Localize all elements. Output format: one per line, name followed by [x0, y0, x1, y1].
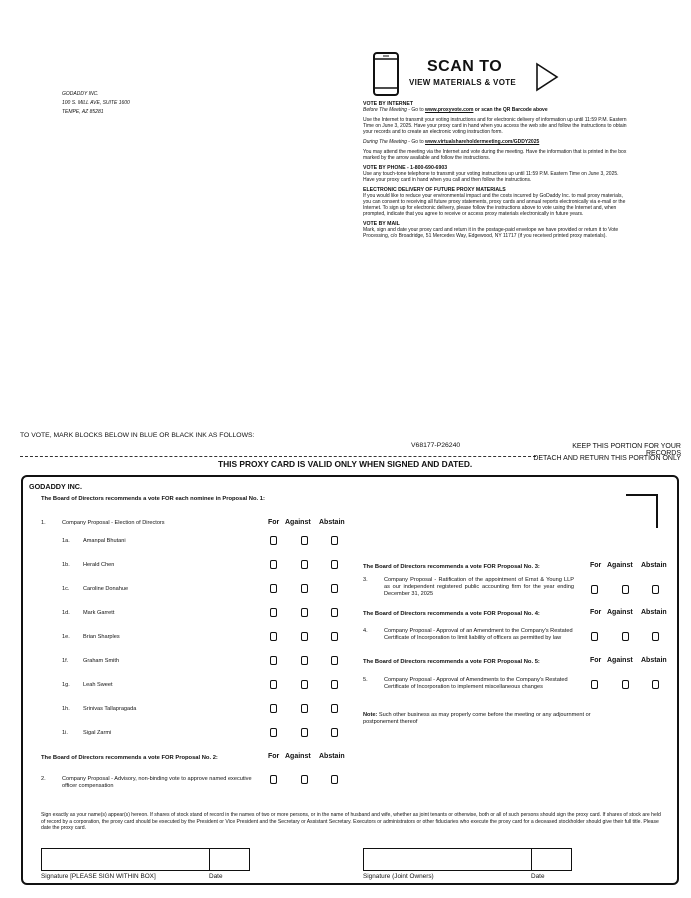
nominee-abstain-checkbox[interactable]	[331, 608, 338, 617]
mail-heading: VOTE BY MAIL	[363, 221, 400, 227]
during-text: - Go to	[406, 139, 425, 145]
col-against-1: Against	[285, 519, 311, 526]
board-recommendation-2: The Board of Directors recommends a vote FOR Proposal No. 2:	[41, 755, 218, 761]
proposal-2-text: Company Proposal - Advisory, non-binding vote to approve named executive officer compensation	[62, 776, 252, 789]
before-tail: or scan the QR Barcode above	[473, 107, 548, 113]
electronic-text: If you would like to reduce your environmental impact and the costs incurred by GoDaddy Inc. to mail proxy materials, you can consent to receiving all future proxy statements, proxy cards and annual reports electronically via e-mail or the Internet. To sign up for electronic delivery, please follow the instructions above to vote using the Internet and, when prompted, indicate that you agree to receive or access proxy materials electronically in future years.	[363, 193, 626, 217]
before-text: - Go to	[406, 107, 425, 113]
joint-signature-label: Signature (Joint Owners)	[363, 873, 434, 880]
proposal-2-number: 2.	[41, 776, 46, 782]
nominee-name: Sigal Zarmi	[83, 730, 112, 736]
nominee-for-checkbox[interactable]	[270, 656, 277, 665]
phone-icon	[372, 52, 400, 96]
address-line-1: GODADDY INC.	[62, 91, 99, 97]
nominee-name: Brian Sharples	[83, 634, 120, 640]
proposal-2-abstain-checkbox[interactable]	[331, 775, 338, 784]
control-number: V68177-P26240	[408, 442, 463, 449]
nominee-number: 1i.	[62, 730, 68, 736]
nominee-for-checkbox[interactable]	[270, 608, 277, 617]
col-for-2: For	[268, 753, 280, 760]
proposal-4-text: Company Proposal - Approval of an Amendment to the Company's Restated Certificate of Incorporation to limit liability of officers as permitted by law	[384, 628, 573, 641]
during-body: You may attend the meeting via the Internet and vote during the meeting. Have the information that is printed in the box marked by the arrow available and follow the instructions.	[363, 149, 627, 161]
joint-signature-box[interactable]	[363, 848, 532, 871]
proposal-2-against-checkbox[interactable]	[301, 775, 308, 784]
signing-instructions: Sign exactly as your name(s) appear(s) hereon. If shares of stock stand of record in the names of two or more persons, or in the name of husband and wife, whether as joint tenants or otherwise, both or all of such persons should sign the proxy card. If shares of stock are held of record by a corporation, the proxy card should be executed by the President or Vice President and the Secretary or Assistant Secretary. Executors or administrators or other fiduciaries who execute the proxy card for a deceased stockholder should give their full title. Please date the proxy card.	[41, 812, 661, 831]
proposal-5-abstain-checkbox[interactable]	[652, 680, 659, 689]
phone-heading: VOTE BY PHONE - 1-800-690-6903	[363, 165, 448, 171]
proposal-2-for-checkbox[interactable]	[270, 775, 277, 784]
voting-instructions	[363, 101, 631, 241]
nominee-against-checkbox[interactable]	[301, 632, 308, 641]
proposal-3-number: 3.	[363, 577, 368, 583]
nominee-against-checkbox[interactable]	[301, 656, 308, 665]
proposal-4-abstain-checkbox[interactable]	[652, 632, 659, 641]
nominee-name: Herald Chen	[83, 562, 115, 568]
during-label: During The Meeting	[363, 139, 407, 145]
col-abstain-3: Abstain	[641, 562, 667, 569]
nominee-abstain-checkbox[interactable]	[331, 728, 338, 737]
internet-heading: VOTE BY INTERNET	[363, 101, 414, 107]
nominee-for-checkbox[interactable]	[270, 536, 277, 545]
proposal-3-against-checkbox[interactable]	[622, 585, 629, 594]
during-meeting-line	[363, 139, 631, 145]
nominee-number: 1c.	[62, 586, 70, 592]
col-against-2: Against	[285, 753, 311, 760]
nominee-name: Mark Garrett	[83, 610, 115, 616]
nominee-against-checkbox[interactable]	[301, 560, 308, 569]
nominee-for-checkbox[interactable]	[270, 728, 277, 737]
tear-line	[20, 456, 536, 457]
proposal-3-for-checkbox[interactable]	[591, 585, 598, 594]
nominee-name: Amanpal Bhutani	[83, 538, 126, 544]
proposal-4-for-checkbox[interactable]	[591, 632, 598, 641]
col-against-5: Against	[607, 657, 633, 664]
valid-notice: THIS PROXY CARD IS VALID ONLY WHEN SIGNED AND DATED.	[218, 459, 473, 469]
proposal-5-against-checkbox[interactable]	[622, 680, 629, 689]
col-abstain-4: Abstain	[641, 609, 667, 616]
return-address	[62, 90, 130, 117]
nominee-against-checkbox[interactable]	[301, 584, 308, 593]
note	[363, 712, 595, 726]
col-abstain-1: Abstain	[319, 519, 345, 526]
proposal-5-for-checkbox[interactable]	[591, 680, 598, 689]
electronic-heading: ELECTRONIC DELIVERY OF FUTURE PROXY MATERIALS	[363, 187, 506, 193]
proxyvote-link[interactable]: www.proxyvote.com	[424, 107, 474, 113]
nominee-abstain-checkbox[interactable]	[331, 536, 338, 545]
proposal-5-text: Company Proposal - Approval of Amendments to the Company's Restated Certificate of Incorporation to implement miscellaneous changes	[384, 677, 568, 690]
board-recommendation-1: The Board of Directors recommends a vote FOR each nominee in Proposal No. 1:	[41, 496, 265, 502]
internet-text: Use the Internet to transmit your voting instructions and for electronic delivery of information up until 11:59 P.M. Eastern Time on June 3, 2025. Have your proxy card in hand when you access the web site and follow the instructions to obtain your records and to create an electronic voting instruction form.	[363, 117, 627, 135]
col-for-3: For	[590, 562, 602, 569]
keep-portion-label: KEEP THIS PORTION FOR YOUR RECORDS	[572, 443, 681, 457]
nominee-abstain-checkbox[interactable]	[331, 632, 338, 641]
signature-box[interactable]	[41, 848, 210, 871]
nominee-number: 1g.	[62, 682, 70, 688]
nominee-number: 1e.	[62, 634, 70, 640]
proposal-5-number: 5.	[363, 677, 368, 683]
detach-portion-label: DETACH AND RETURN THIS PORTION ONLY	[533, 455, 681, 462]
nominee-name: Srinivas Tallapragada	[83, 706, 137, 712]
col-for-4: For	[590, 609, 602, 616]
col-abstain-2: Abstain	[319, 753, 345, 760]
card-company-name: GODADDY INC.	[29, 482, 82, 491]
nominee-against-checkbox[interactable]	[301, 608, 308, 617]
nominee-for-checkbox[interactable]	[270, 584, 277, 593]
nominee-name: Graham Smith	[83, 658, 120, 664]
nominee-abstain-checkbox[interactable]	[331, 656, 338, 665]
nominee-for-checkbox[interactable]	[270, 560, 277, 569]
nominee-number: 1h.	[62, 706, 70, 712]
signature-date-box[interactable]	[209, 848, 250, 871]
address-line-3: TEMPE, AZ 85281	[62, 109, 104, 115]
mark-instructions: TO VOTE, MARK BLOCKS BELOW IN BLUE OR BLACK INK AS FOLLOWS:	[20, 432, 255, 439]
nominee-abstain-checkbox[interactable]	[331, 680, 338, 689]
nominee-name: Caroline Donahue	[83, 586, 129, 592]
nominee-name: Leah Sweet	[83, 682, 113, 688]
nominee-number: 1f.	[62, 658, 69, 664]
board-recommendation-4: The Board of Directors recommends a vote FOR Proposal No. 4:	[363, 611, 540, 617]
nominee-abstain-checkbox[interactable]	[331, 704, 338, 713]
corner-mark	[626, 494, 658, 528]
proposal-1-number: 1.	[41, 520, 46, 526]
proposal-4-number: 4.	[363, 628, 368, 634]
nominee-for-checkbox[interactable]	[270, 680, 277, 689]
virtual-meeting-link[interactable]: www.virtualshareholdermeeting.com/GDDY2025	[424, 139, 540, 145]
address-line-2: 100 S. MILL AVE, SUITE 1600	[62, 100, 130, 106]
note-label: Note:	[363, 712, 378, 718]
before-label: Before The Meeting	[363, 107, 407, 113]
board-recommendation-3: The Board of Directors recommends a vote FOR Proposal No. 3:	[363, 564, 540, 570]
col-against-4: Against	[607, 609, 633, 616]
proposal-4-against-checkbox[interactable]	[622, 632, 629, 641]
proposal-1-text: Company Proposal - Election of Directors	[62, 520, 165, 526]
joint-date-label: Date	[531, 873, 545, 880]
nominee-against-checkbox[interactable]	[301, 680, 308, 689]
note-text: Such other business as may properly come before the meeting or any adjournment or postponement thereof	[363, 712, 591, 725]
nominee-number: 1a.	[62, 538, 70, 544]
phone-text: Use any touch-tone telephone to transmit your voting instructions up until 11:59 P.M. Eastern Time on June 3, 2025. Have your proxy card in hand when you call and then follow the instructions.	[363, 171, 619, 183]
nominee-for-checkbox[interactable]	[270, 704, 277, 713]
nominee-against-checkbox[interactable]	[301, 536, 308, 545]
scan-to-vote-banner	[372, 52, 572, 98]
nominee-against-checkbox[interactable]	[301, 728, 308, 737]
col-for-1: For	[268, 519, 280, 526]
scan-title: SCAN TO	[427, 58, 503, 75]
proposal-3-text: Company Proposal - Ratification of the appointment of Ernst & Young LLP as our independent registered public accounting firm for the year ending December 31, 2025	[384, 577, 574, 597]
date-label: Date	[209, 873, 223, 880]
nominee-against-checkbox[interactable]	[301, 704, 308, 713]
col-for-5: For	[590, 657, 602, 664]
mail-text: Mark, sign and date your proxy card and return it in the postage-paid envelope we have provided or return it to Vote Processing, c/o Broadridge, 51 Mercedes Way, Edgewood, NY 11717 (if you received printed proxy materials).	[363, 227, 619, 239]
nominee-abstain-checkbox[interactable]	[331, 560, 338, 569]
col-against-3: Against	[607, 562, 633, 569]
before-meeting-line	[363, 107, 631, 113]
joint-date-box[interactable]	[531, 848, 572, 871]
nominee-for-checkbox[interactable]	[270, 632, 277, 641]
board-recommendation-5: The Board of Directors recommends a vote FOR Proposal No. 5:	[363, 659, 540, 665]
scan-subtitle: VIEW MATERIALS & VOTE	[409, 78, 517, 87]
signature-label: Signature [PLEASE SIGN WITHIN BOX]	[41, 873, 156, 880]
nominee-number: 1d.	[62, 610, 70, 616]
col-abstain-5: Abstain	[641, 657, 667, 664]
nominee-number: 1b.	[62, 562, 70, 568]
nominee-abstain-checkbox[interactable]	[331, 584, 338, 593]
play-arrow-icon	[534, 62, 560, 92]
proposal-3-abstain-checkbox[interactable]	[652, 585, 659, 594]
